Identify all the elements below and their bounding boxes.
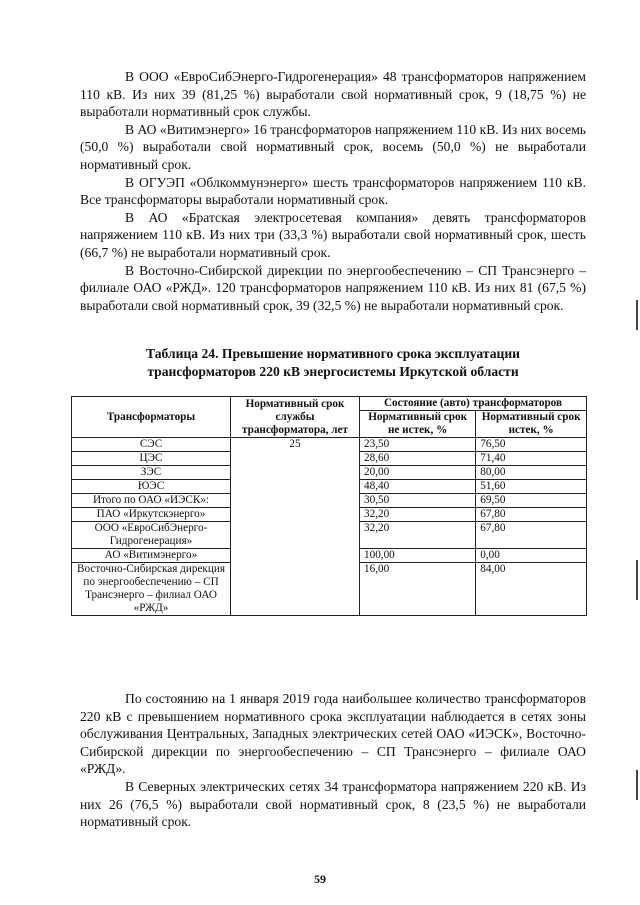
page-number: 59 [314, 872, 326, 886]
cell-not-expired: 48,40 [360, 480, 476, 494]
cell-not-expired: 20,00 [360, 466, 476, 480]
cell-not-expired: 23,50 [360, 438, 476, 452]
cell-expired: 69,50 [476, 494, 587, 508]
table-caption [80, 345, 586, 381]
text-top [80, 68, 586, 314]
paragraph: В Восточно-Сибирской дирекции по энергообеспечению – СП Трансэнерго – филиале ОАО «РЖД». 120 трансформаторов напряжением 110 кВ. Из них 81 (67,5 %) выработали свой нормативный срок, 39 (32,5 %) не выработали нормативный срок. [80, 262, 586, 313]
cell-transformer-name: ПАО «Иркутскэнерго» [72, 508, 231, 522]
paragraph: В АО «Витимэнерго» 16 трансформаторов напряжением 110 кВ. Из них восемь (50,0 %) выработали свой нормативный срок, восемь (50,0 %) не выработали нормативный срок. [80, 121, 586, 172]
cell-not-expired: 32,20 [360, 522, 476, 549]
cell-not-expired: 32,20 [360, 508, 476, 522]
table-caption-line: трансформаторов 220 кВ энергосистемы Иркутской области [147, 364, 519, 379]
cell-transformer-name: СЭС [72, 438, 231, 452]
scan-edge-mark [636, 560, 638, 600]
header-transformers: Трансформаторы [72, 397, 231, 438]
paragraph: В АО «Братская электросетевая компания» девять трансформаторов напряжением 110 кВ. Из них три (33,3 %) выработали свой нормативный срок, шесть (66,7 %) не выработали нормативный срок. [80, 209, 586, 260]
cell-expired: 76,50 [476, 438, 587, 452]
cell-transformer-name: ЮЭС [72, 480, 231, 494]
cell-expired: 71,40 [476, 452, 587, 466]
data-table [71, 396, 587, 616]
header-service-life: Нормативный срок службы трансформатора, лет [231, 397, 360, 438]
cell-expired: 0,00 [476, 549, 587, 563]
text-bottom [80, 690, 586, 831]
header-state: Состояние (авто) трансформаторов [360, 397, 587, 411]
cell-not-expired: 30,50 [360, 494, 476, 508]
paragraph: В Северных электрических сетях 34 трансформатора напряжением 220 кВ. Из них 26 (76,5 %) выработали свой нормативный срок, 8 (23,5 %) не выработали нормативный срок. [80, 778, 586, 830]
cell-not-expired: 16,00 [360, 563, 476, 616]
cell-transformer-name: ЗЭС [72, 466, 231, 480]
table-caption-line: Таблица 24. Превышение нормативного срока эксплуатации [146, 346, 520, 361]
cell-transformer-name: Итого по ОАО «ИЭСК»: [72, 494, 231, 508]
cell-expired: 80,00 [476, 466, 587, 480]
paragraph: В ООО «ЕвроСибЭнерго-Гидрогенерация» 48 трансформаторов напряжением 110 кВ. Из них 39 (81,25 %) выработали свой нормативный срок, 9 (18,75 %) не выработали нормативный срок службы. [80, 69, 586, 120]
cell-transformer-name: АО «Витимэнерго» [72, 549, 231, 563]
table-body [72, 438, 587, 616]
cell-transformer-name: ООО «ЕвроСибЭнерго-Гидрогенерация» [72, 522, 231, 549]
header-expired: Нормативный срок истек, % [476, 411, 587, 438]
cell-expired: 67,80 [476, 522, 587, 549]
paragraph: В ОГУЭП «Облкоммунэнерго» шесть трансформаторов напряжением 110 кВ. Все трансформаторы выработали нормативный срок. [80, 174, 586, 208]
cell-not-expired: 100,00 [360, 549, 476, 563]
cell-transformer-name: ЦЭС [72, 452, 231, 466]
cell-expired: 67,80 [476, 508, 587, 522]
table-row [72, 438, 587, 452]
cell-expired: 84,00 [476, 563, 587, 616]
paragraph: По состоянию на 1 января 2019 года наибольшее количество трансформаторов 220 кВ с превышением нормативного срока эксплуатации наблюдается в сетях зоны обслуживания Центральных, Западных электрических сетей ОАО «ИЭСК», Восточно-Сибирской дирекции по энергообеспечению – СП Трансэнерго – филиале ОАО «РЖД». [80, 691, 586, 777]
cell-service-life: 25 [231, 438, 360, 616]
header-not-expired: Нормативный срок не истек, % [360, 411, 476, 438]
cell-transformer-name: Восточно-Сибирская дирекция по энергообеспечению – СП Трансэнерго – филиал ОАО «РЖД» [72, 563, 231, 616]
cell-expired: 51,60 [476, 480, 587, 494]
scan-edge-mark [636, 770, 638, 800]
cell-not-expired: 28,60 [360, 452, 476, 466]
scan-edge-mark [636, 300, 638, 330]
